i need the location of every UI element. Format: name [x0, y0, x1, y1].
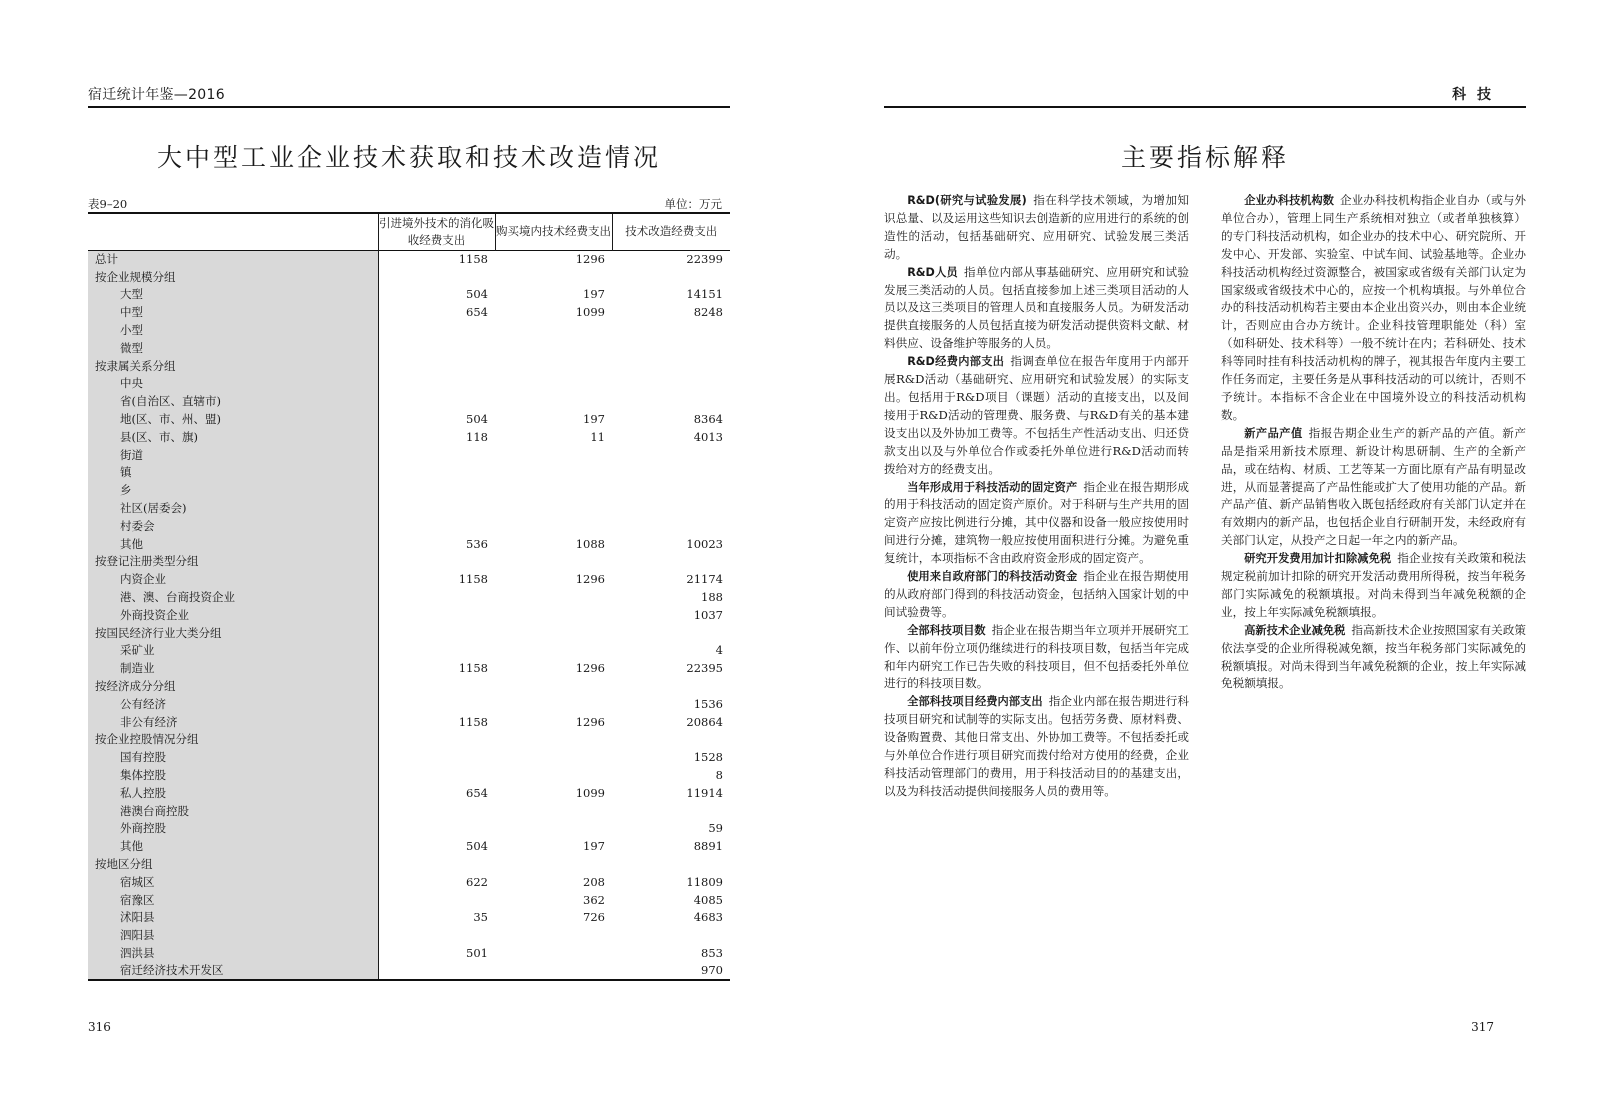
header-rule-left [88, 106, 730, 108]
glossary-term: 全部科技项目数 [907, 623, 986, 637]
table-cell [378, 624, 495, 642]
row-label: 社区(居委会) [88, 499, 378, 517]
table-cell [495, 268, 612, 286]
row-label: 公有经济 [88, 695, 378, 713]
row-label: 按国民经济行业大类分组 [88, 624, 378, 642]
page-number-left: 316 [88, 1020, 111, 1034]
table-cell [378, 731, 495, 749]
table-cell: 504 [466, 287, 488, 302]
table-cell: 10023 [686, 536, 723, 551]
table-cell: 654 [466, 785, 488, 800]
table-cell: 197 [583, 412, 605, 427]
column-header: 购买境内技术经费支出 [495, 213, 612, 250]
table-cell: 1088 [575, 536, 605, 551]
table-cell [378, 268, 495, 286]
table-row [88, 339, 730, 357]
glossary-term: R&D经费内部支出 [907, 355, 1005, 369]
table-cell: 1158 [458, 572, 488, 587]
table-cell: 1296 [575, 714, 605, 729]
table-cell [495, 677, 612, 695]
statistics-table [88, 212, 730, 981]
table-cell: 970 [701, 963, 723, 978]
table-row [88, 695, 730, 713]
table-cell: 622 [466, 874, 488, 889]
row-label: 外商控股 [88, 820, 378, 838]
glossary-entry [884, 479, 1189, 569]
table-row [88, 802, 730, 820]
table-cell: 1536 [693, 696, 723, 711]
glossary-term: R&D人员 [907, 265, 959, 279]
table-cell [378, 446, 495, 464]
table-row [88, 375, 730, 393]
table-cell: 504 [466, 839, 488, 854]
row-label: 村委会 [88, 517, 378, 535]
table-row [88, 677, 730, 695]
row-label: 其他 [88, 837, 378, 855]
table-row [88, 784, 730, 802]
table-cell: 8 [715, 768, 723, 782]
table-cell [495, 962, 612, 980]
table-row [88, 464, 730, 482]
table-cell [378, 357, 495, 375]
table-cell [378, 891, 495, 909]
table-row [88, 926, 730, 944]
table-cell: 853 [701, 945, 723, 960]
glossary-entry [884, 622, 1189, 694]
table-cell [612, 321, 730, 339]
table-cell: 188 [701, 590, 723, 605]
table-cell [612, 464, 730, 482]
table-row [88, 286, 730, 304]
indicator-glossary [884, 192, 1526, 832]
table-cell: 1099 [575, 305, 605, 320]
table-cell [495, 766, 612, 784]
table-row [88, 748, 730, 766]
table-cell: 118 [466, 429, 488, 444]
row-label: 按登记注册类型分组 [88, 553, 378, 571]
column-header: 技术改造经费支出 [612, 213, 730, 250]
table-row [88, 588, 730, 606]
table-cell: 1296 [575, 572, 605, 587]
table-row [88, 499, 730, 517]
table-cell: 1296 [575, 661, 605, 676]
table-cell [612, 481, 730, 499]
table-cell [495, 748, 612, 766]
table-cell: 14151 [686, 287, 723, 302]
row-label: 乡 [88, 481, 378, 499]
row-label: 宿城区 [88, 873, 378, 891]
table-cell [495, 855, 612, 873]
table-cell [612, 339, 730, 357]
row-label: 沭阳县 [88, 908, 378, 926]
table-row [88, 713, 730, 731]
table-cell [378, 481, 495, 499]
table-cell [378, 321, 495, 339]
row-label: 中型 [88, 303, 378, 321]
table-cell: 11809 [686, 874, 723, 889]
row-label: 中央 [88, 375, 378, 393]
table-cell [495, 499, 612, 517]
table-cell: 1528 [693, 750, 723, 765]
table-cell: 59 [708, 821, 723, 836]
glossary-term: 当年形成用于科技活动的固定资产 [907, 480, 1078, 494]
row-label: 按企业规模分组 [88, 268, 378, 286]
table-cell [495, 731, 612, 749]
table-cell [612, 268, 730, 286]
row-label: 街道 [88, 446, 378, 464]
table-row [88, 446, 730, 464]
running-head-right: 科 技 [1452, 87, 1494, 103]
table-cell: 362 [583, 892, 605, 907]
table-row [88, 606, 730, 624]
table-cell: 197 [583, 839, 605, 854]
glossary-definition: 指调查单位在报告年度用于内部开展R&D活动（基础研究、应用研究和试验发展）的实际支出。包括用于R&D项目（课题）活动的直接支出，以及间接用于R&D活动的管理费、服务费、与R&D有关的基本建设支出以及外协加工费等。不包括生产性活动支出、归还贷款支出以及与外单位合作或委托外单位进行R&D活动而转拨给对方的经费支出。 [884, 354, 1189, 476]
running-head-left: 宿迁统计年鉴—2016 [88, 87, 225, 103]
table-row [88, 624, 730, 642]
glossary-term: 高新技术企业减免税 [1244, 623, 1346, 637]
table-unit: 单位：万元 [664, 197, 722, 211]
table-cell [612, 677, 730, 695]
glossary-entry [884, 192, 1189, 264]
table-cell [378, 820, 495, 838]
table-cell [495, 321, 612, 339]
table-row [88, 659, 730, 677]
table-row [88, 481, 730, 499]
table-cell [378, 588, 495, 606]
row-label: 微型 [88, 339, 378, 357]
glossary-definition: 指报告期企业生产的新产品的产值。新产品是指采用新技术原理、新设计构思研制、生产的全新产品，或在结构、材质、工艺等某一方面比原有产品有明显改进，从而显著提高了产品性能或扩大了使用功能的产品。新产品产值、新产品销售收入既包括经政府有关部门认定并在有效期内的新产品，也包括企业自行研制开发，未经政府有关部门认定，从投产之日起一年之内的新产品。 [1221, 425, 1526, 548]
table-cell: 4683 [693, 910, 723, 925]
glossary-entry [884, 264, 1189, 354]
glossary-definition: 指高新技术企业按照国家有关政策依法享受的企业所得税减免额，按当年税务部门实际减免的税额填报。对尚未得到当年减免税额的企业，按上年实际减免税额填报。 [1221, 622, 1526, 691]
table-row [88, 268, 730, 286]
table-cell [378, 855, 495, 873]
row-label: 泗阳县 [88, 926, 378, 944]
glossary-entry [884, 353, 1189, 478]
table-cell [612, 926, 730, 944]
table-row [88, 517, 730, 535]
table-cell [495, 802, 612, 820]
glossary-term: 企业办科技机构数 [1244, 194, 1334, 207]
table-cell [495, 588, 612, 606]
glossary-term: 研究开发费用加计扣除减免税 [1244, 552, 1392, 566]
row-label: 港澳台商控股 [88, 802, 378, 820]
glossary-term: R&D(研究与试验发展) [907, 194, 1027, 207]
row-label: 按地区分组 [88, 855, 378, 873]
row-label: 大型 [88, 286, 378, 304]
table-number: 表9–20 [88, 197, 128, 211]
table-cell [495, 517, 612, 535]
row-label: 其他 [88, 535, 378, 553]
table-cell [378, 339, 495, 357]
table-cell [378, 464, 495, 482]
table-cell: 1158 [458, 714, 488, 729]
row-label: 县(区、市、旗) [88, 428, 378, 446]
table-cell [612, 392, 730, 410]
glossary-definition: 指企业内部在报告期进行科技项目研究和试制等的实际支出。包括劳务费、原材料费、设备购置费、其他日常支出、外协加工费等。不包括委托或与外单位合作进行项目研究而拨付给对方使用的经费，企业科技活动管理部门的费用，用于科技活动目的的基建支出，以及为科技活动提供间接服务人员的费用等。 [884, 694, 1189, 798]
table-row [88, 535, 730, 553]
row-label: 制造业 [88, 659, 378, 677]
table-cell [495, 606, 612, 624]
table-cell: 22399 [686, 252, 723, 267]
table-cell: 1158 [458, 252, 488, 267]
table-row [88, 766, 730, 784]
table-cell: 1296 [575, 252, 605, 267]
glossary-definition: 指企业在报告期当年立项并开展研究工作、以前年份立项仍继续进行的科技项目数，包括当年完成和年内研究工作已告失败的科技项目，但不包括委托外单位进行的科技项目数。 [884, 622, 1189, 691]
glossary-entry [1221, 425, 1526, 550]
glossary-definition: 指在科学技术领域，为增加知识总量、以及运用这些知识去创造新的应用进行的系统的创造性的活动，包括基础研究、应用研究、试验发展三类活动。 [884, 193, 1189, 261]
table-cell [378, 677, 495, 695]
table-cell [612, 446, 730, 464]
table-row [88, 553, 730, 571]
table-cell [612, 517, 730, 535]
table-cell: 21174 [686, 572, 723, 587]
table-cell [378, 748, 495, 766]
table-cell: 654 [466, 305, 488, 320]
row-label: 港、澳、台商投资企业 [88, 588, 378, 606]
table-cell [495, 339, 612, 357]
table-row [88, 392, 730, 410]
table-cell [378, 642, 495, 660]
table-cell: 35 [473, 910, 488, 925]
table-cell: 20864 [686, 714, 723, 729]
table-row [88, 410, 730, 428]
glossary-definition: 指企业按有关政策和税法规定税前加计扣除的研究开发活动费用所得税，按当年税务部门实际减免的税额填报。对尚未得到当年减免税额的企业，按上年实际减免税额填报。 [1221, 551, 1526, 619]
table-cell [495, 642, 612, 660]
table-row [88, 962, 730, 980]
table-row [88, 837, 730, 855]
glossary-definition: 指单位内部从事基础研究、应用研究和试验发展三类活动的人员。包括直接参加上述三类项目活动的人员以及这三类项目的管理人员和直接服务人员。为研发活动提供直接服务的人员包括直接为研发活动提供资料文献、材料供应、设备维护等服务的人员。 [884, 264, 1189, 351]
table-row [88, 357, 730, 375]
glossary-entry [1221, 192, 1526, 425]
page-number-right: 317 [1471, 1020, 1494, 1034]
table-row [88, 731, 730, 749]
table-cell [612, 499, 730, 517]
table-cell [378, 392, 495, 410]
row-label: 内资企业 [88, 570, 378, 588]
table-header-row [88, 213, 730, 250]
table-cell [495, 695, 612, 713]
row-label: 按隶属关系分组 [88, 357, 378, 375]
page-title-right: 主要指标解释 [1120, 143, 1289, 172]
row-label: 泗洪县 [88, 944, 378, 962]
table-cell: 11914 [686, 785, 723, 800]
table-row [88, 908, 730, 926]
table-cell [495, 553, 612, 571]
glossary-entry [1221, 622, 1526, 694]
row-label: 宿迁经济技术开发区 [88, 962, 378, 980]
table-cell: 4085 [693, 892, 723, 907]
table-cell [612, 624, 730, 642]
table-cell [378, 553, 495, 571]
table-cell [495, 392, 612, 410]
table-row [88, 321, 730, 339]
table-cell: 1158 [458, 661, 488, 676]
table-cell [495, 481, 612, 499]
table-row [88, 891, 730, 909]
table-body [88, 250, 730, 980]
table-row [88, 873, 730, 891]
glossary-definition: 企业办科技机构指企业自办（或与外单位合办），管理上同生产系统相对独立（或者单独核算）的专门科技活动机构，如企业办的技术中心、研究院所、开发中心、开发部、实验室、中试车间、试验基地等。企业办科技活动机构经过资源整合，被国家或省级有关部门认定为国家级或省级技术中心的，应按一个机构填报。与外单位合办的科技活动机构若主要由本企业出资兴办，则由本企业统计，否则应由合办方统计。企业科技管理职能处（科）室（如科研处、技术科等）一般不统计在内；若科研处、技术科等同时挂有科技活动机构的牌子，视其报告年度内主要工作任务而定，主要任务是从事科技活动的可以统计，否则不予统计。本指标不含企业在中国境外设立的科技活动机构数。 [1221, 193, 1526, 422]
row-label: 按经济成分分组 [88, 677, 378, 695]
row-label: 外商投资企业 [88, 606, 378, 624]
table-cell: 22395 [686, 661, 723, 676]
table-cell [612, 855, 730, 873]
table-cell [612, 357, 730, 375]
table-cell [378, 375, 495, 393]
glossary-entry [1221, 550, 1526, 622]
table-cell: 1099 [575, 785, 605, 800]
table-row [88, 855, 730, 873]
row-label: 集体控股 [88, 766, 378, 784]
table-cell: 1037 [693, 607, 723, 622]
table-row [88, 570, 730, 588]
table-row [88, 303, 730, 321]
glossary-definition: 指企业在报告期形成的用于科技活动的固定资产原价。对于科研与生产共用的固定资产应按比例进行分摊，其中仪器和设备一般应按使用时间进行分摊，建筑物一般应按使用面积进行分摊。为避免重复统计，本项指标不含由政府资金形成的固定资产。 [884, 479, 1189, 566]
table-cell: 197 [583, 287, 605, 302]
table-cell [612, 802, 730, 820]
table-cell [495, 820, 612, 838]
table-cell [495, 944, 612, 962]
table-row [88, 250, 730, 268]
table-cell: 4 [715, 643, 723, 658]
row-label: 总计 [88, 250, 378, 268]
glossary-definition: 指企业在报告期使用的从政府部门得到的科技活动资金，包括纳入国家计划的中间试验费等。 [884, 569, 1189, 619]
table-cell [495, 357, 612, 375]
row-label: 国有控股 [88, 748, 378, 766]
table-row [88, 642, 730, 660]
table-cell [378, 962, 495, 980]
table-cell [378, 606, 495, 624]
table-cell: 208 [583, 874, 605, 889]
table-cell: 726 [583, 910, 605, 925]
table-cell [378, 926, 495, 944]
table-cell [612, 375, 730, 393]
table-cell: 4013 [693, 429, 723, 444]
table-cell [378, 499, 495, 517]
table-cell [495, 624, 612, 642]
page-title-left: 大中型工业企业技术获取和技术改造情况 [156, 143, 661, 172]
header-label-cell [88, 213, 378, 250]
header-rule-right [884, 106, 1526, 108]
table-cell [495, 446, 612, 464]
row-label: 宿豫区 [88, 891, 378, 909]
glossary-term: 新产品产值 [1244, 426, 1303, 440]
glossary-entry [884, 568, 1189, 622]
glossary-term: 全部科技项目经费内部支出 [907, 695, 1043, 709]
row-label: 省(自治区、直辖市) [88, 392, 378, 410]
table-cell: 8891 [693, 839, 723, 854]
table-cell: 504 [466, 412, 488, 427]
row-label: 私人控股 [88, 784, 378, 802]
table-cell: 536 [466, 536, 488, 551]
table-cell: 11 [590, 429, 605, 444]
table-cell [378, 766, 495, 784]
column-header: 引进境外技术的消化吸收经费支出 [378, 213, 495, 250]
table-cell [378, 517, 495, 535]
table-cell [612, 553, 730, 571]
table-row [88, 944, 730, 962]
row-label: 非公有经济 [88, 713, 378, 731]
row-label: 采矿业 [88, 642, 378, 660]
table-cell [495, 926, 612, 944]
table-cell: 8364 [693, 412, 723, 427]
table-row [88, 820, 730, 838]
table-cell [378, 695, 495, 713]
row-label: 小型 [88, 321, 378, 339]
table-cell: 501 [466, 945, 488, 960]
row-label: 按企业控股情况分组 [88, 731, 378, 749]
table-cell [495, 375, 612, 393]
table-cell: 8248 [693, 305, 723, 320]
table-cell [612, 731, 730, 749]
table-cell [495, 464, 612, 482]
row-label: 镇 [88, 464, 378, 482]
glossary-term: 使用来自政府部门的科技活动资金 [907, 570, 1078, 584]
table-row [88, 428, 730, 446]
table-cell [378, 802, 495, 820]
row-label: 地(区、市、州、盟) [88, 410, 378, 428]
glossary-entry [884, 693, 1189, 800]
